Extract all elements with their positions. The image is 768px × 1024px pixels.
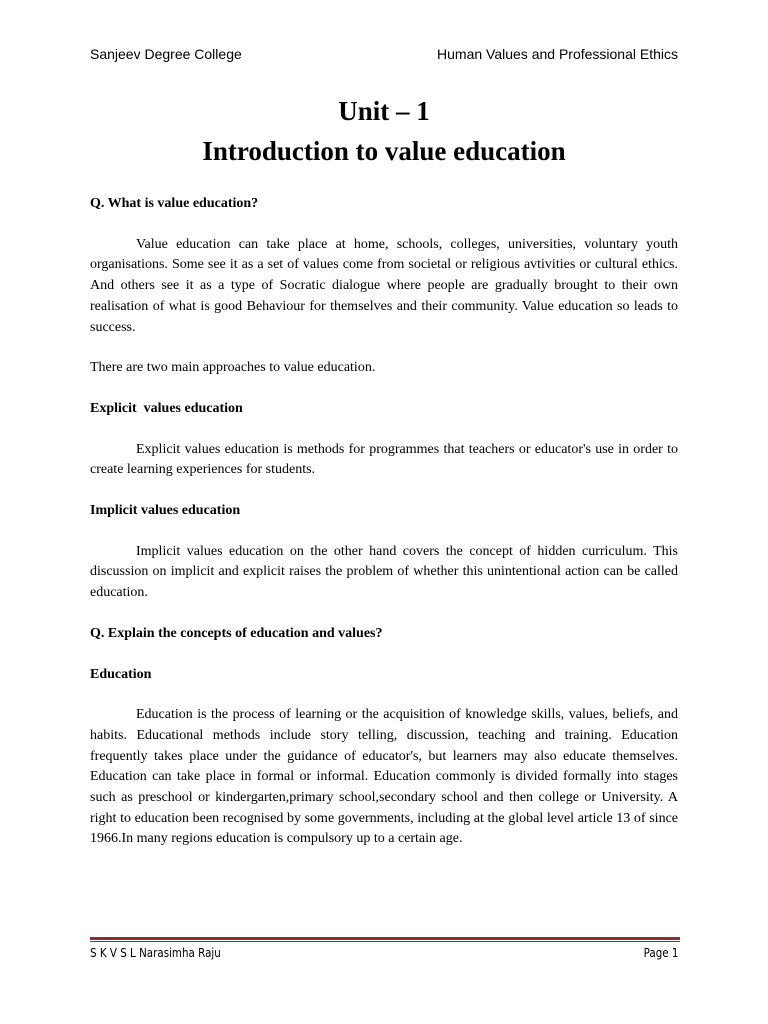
header-subject-title: Human Values and Professional Ethics [437, 46, 678, 62]
footer-page-number: Page 1 [643, 946, 678, 960]
heading-explicit-values: Explicit values education [90, 400, 243, 416]
question-education-and-values: Q. Explain the concepts of education and values? [90, 625, 383, 641]
heading-education: Education [90, 666, 152, 682]
heading-implicit-values: Implicit values education [90, 503, 241, 519]
footer-author: S K V S L Narasimha Raju [90, 946, 221, 960]
paragraph-implicit-values: Implicit values education on the other hand covers the concept of hidden curriculum. This discussion on implicit and explicit raises the problem of whether this unintentional action can be called education. [90, 543, 678, 601]
footer-rule-thick [90, 937, 680, 940]
paragraph-explicit-values: Explicit values education is methods for programmes that teachers or educator's use in order to create learning experiences for students. [90, 441, 678, 478]
question-value-education: Q. What is value education? [90, 196, 259, 211]
header-college-name: Sanjeev Degree College [90, 46, 242, 62]
footer-rule-thin [90, 941, 680, 942]
paragraph-education: Education is the process of learning or the acquisition of knowledge skills, values, beliefs, and habits. Educational methods include story telling, discussion, teaching and training. Education frequently takes place under the guidance of educator's, but learners may also educate themselves. Education can take place in formal or informal. Education commonly is divided formally into stages such as preschool or kindergarten,primary school,secondary school and then college or University. A right to education been recognised by some governments, including at the global level article 13 of since 1966.In many regions education is compulsory up to a certain age. [90, 707, 678, 847]
unit-title: Unit – 1 [338, 96, 430, 126]
document-body [90, 194, 678, 850]
page-title: Introduction to value education [202, 136, 566, 166]
paragraph-value-education: Value education can take place at home, schools, colleges, universities, voluntary youth organisations. Some see it as a set of values come from societal or religious avtivities or cultural ethics. And others see it as a type of Socratic dialogue where people are gradually brought to their own realisation of what is good Behaviour for themselves and their community. Value education so leads to success. [90, 236, 678, 335]
paragraph-two-approaches: There are two main approaches to value education. [90, 360, 376, 376]
